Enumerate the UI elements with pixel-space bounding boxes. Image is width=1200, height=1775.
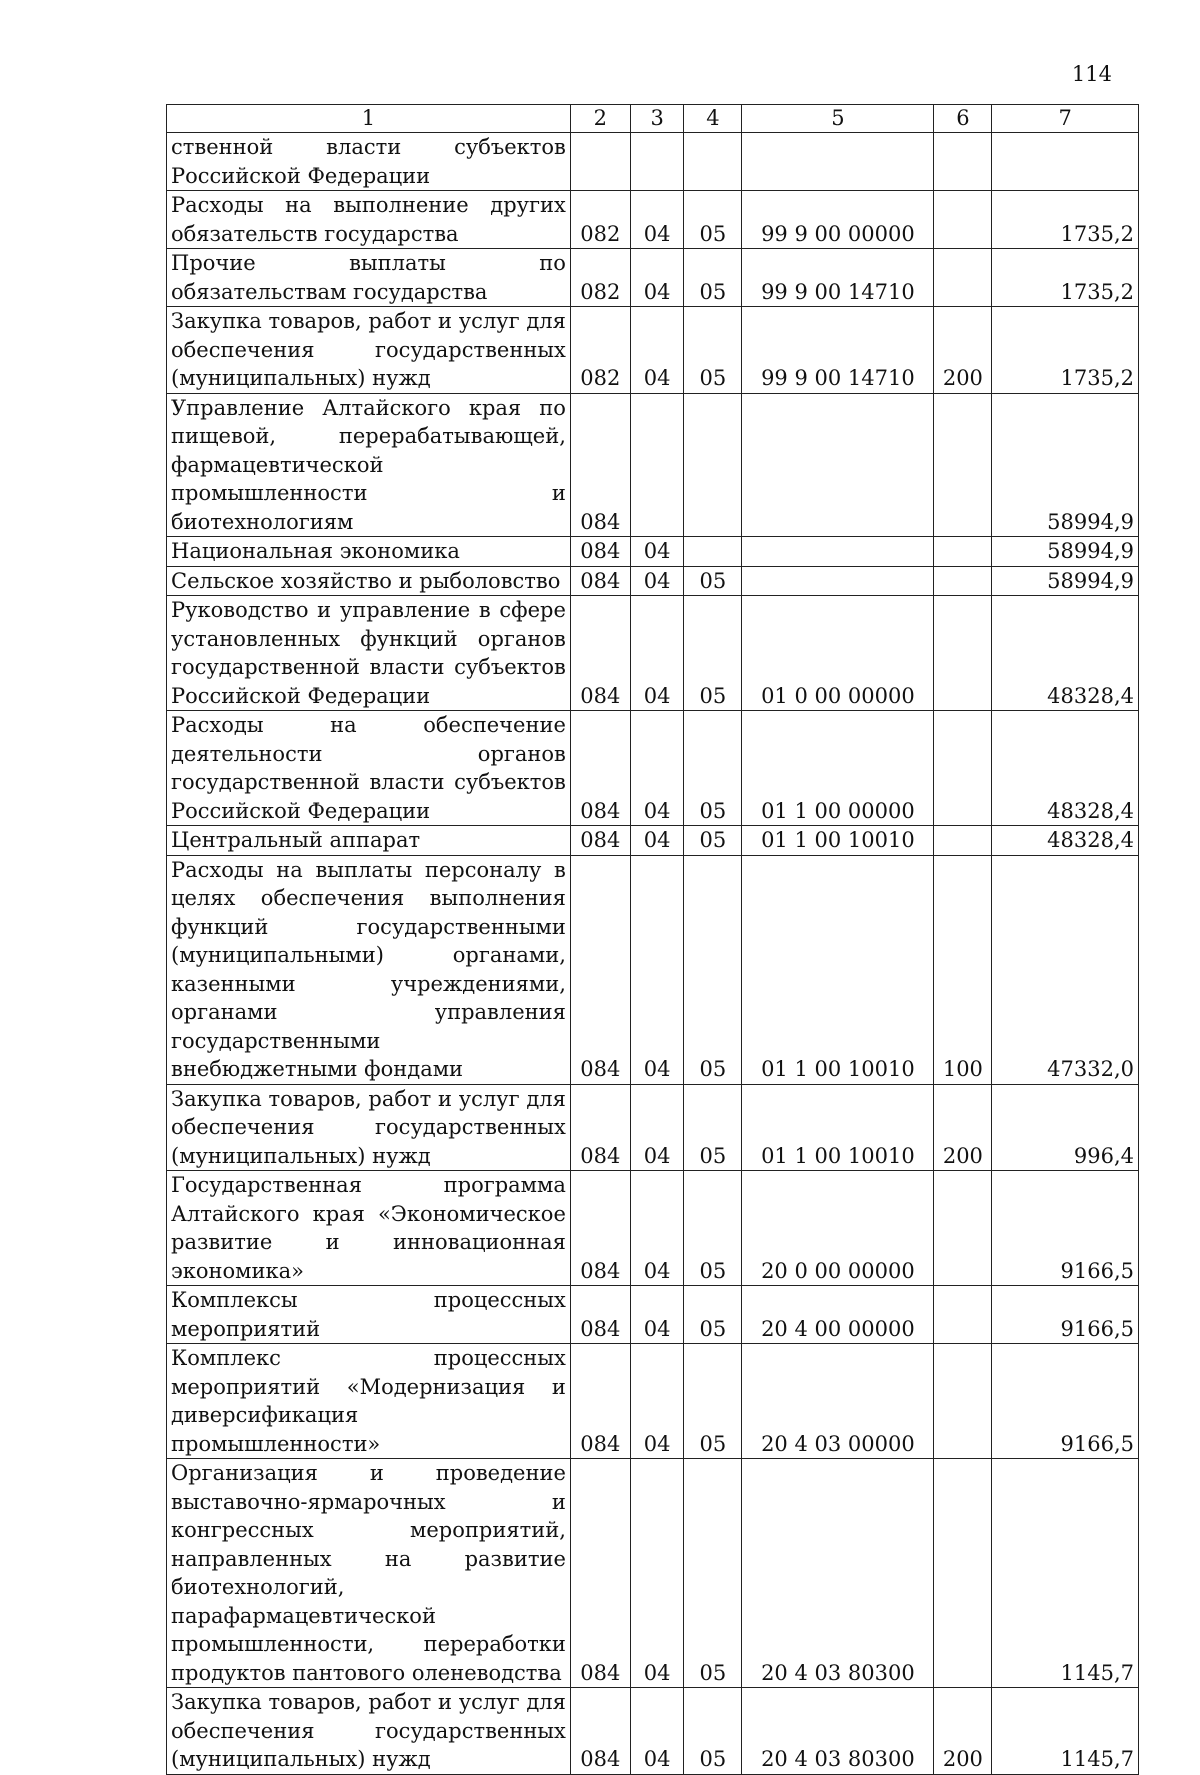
header-cell: 5: [742, 105, 934, 133]
target-article-cell: 01 0 00 00000: [742, 596, 934, 711]
expense-type-cell: [934, 826, 992, 856]
target-article-cell: 01 1 00 10010: [742, 826, 934, 856]
row-name-cell: Национальная экономика: [167, 537, 571, 567]
expense-type-cell: [934, 133, 992, 191]
department-code-cell: 084: [570, 393, 630, 537]
expense-type-cell: 100: [934, 855, 992, 1084]
section-code-cell: 04: [630, 1459, 684, 1688]
expense-type-cell: 200: [934, 1084, 992, 1171]
amount-cell: 1145,7: [992, 1459, 1139, 1688]
row-name-cell: Расходы на выполнение других обязательств государства: [167, 191, 571, 249]
target-article-cell: 20 0 00 00000: [742, 1171, 934, 1286]
row-name-cell: Прочие выплаты по обязательствам государства: [167, 249, 571, 307]
table-row: [167, 537, 1139, 567]
expense-type-cell: [934, 566, 992, 596]
department-code-cell: 084: [570, 855, 630, 1084]
row-name-cell: Управление Алтайского края по пищевой, перерабатывающей, фармацевтической промышленности и биотехнологиям: [167, 393, 571, 537]
department-code-cell: 084: [570, 1286, 630, 1344]
expense-type-cell: 200: [934, 1688, 992, 1775]
target-article-cell: 01 1 00 10010: [742, 1084, 934, 1171]
page-number: 114: [1071, 62, 1112, 86]
department-code-cell: 084: [570, 596, 630, 711]
table-row: [167, 1171, 1139, 1286]
expense-type-cell: [934, 596, 992, 711]
subsection-code-cell: 05: [684, 1344, 742, 1459]
header-cell: 1: [167, 105, 571, 133]
department-code-cell: 084: [570, 566, 630, 596]
target-article-cell: 20 4 03 00000: [742, 1344, 934, 1459]
table-row: [167, 1688, 1139, 1775]
header-cell: 4: [684, 105, 742, 133]
section-code-cell: 04: [630, 826, 684, 856]
row-name-cell: Расходы на выплаты персоналу в целях обеспечения выполнения функций государственными (муниципальными) органами, казенными учреждениями, органами управления государственными внебюджетными фондами: [167, 855, 571, 1084]
section-code-cell: 04: [630, 1171, 684, 1286]
table-row: [167, 1459, 1139, 1688]
expense-type-cell: [934, 1344, 992, 1459]
expense-type-cell: [934, 249, 992, 307]
amount-cell: 58994,9: [992, 566, 1139, 596]
expense-type-cell: [934, 537, 992, 567]
subsection-code-cell: 05: [684, 566, 742, 596]
amount-cell: 48328,4: [992, 596, 1139, 711]
table-row: [167, 1286, 1139, 1344]
row-name-cell: Руководство и управление в сфере установленных функций органов государственной власти субъектов Российской Федерации: [167, 596, 571, 711]
row-name-cell: Сельское хозяйство и рыболовство: [167, 566, 571, 596]
section-code-cell: 04: [630, 855, 684, 1084]
table-row: [167, 133, 1139, 191]
amount-cell: 48328,4: [992, 711, 1139, 826]
target-article-cell: 99 9 00 14710: [742, 307, 934, 394]
row-name-cell: Комплекс процессных мероприятий «Модернизация и диверсификация промышленности»: [167, 1344, 571, 1459]
table-row: [167, 596, 1139, 711]
subsection-code-cell: 05: [684, 855, 742, 1084]
section-code-cell: 04: [630, 596, 684, 711]
department-code-cell: 084: [570, 1459, 630, 1688]
department-code-cell: 082: [570, 249, 630, 307]
department-code-cell: 084: [570, 1688, 630, 1775]
subsection-code-cell: [684, 537, 742, 567]
department-code-cell: 084: [570, 711, 630, 826]
department-code-cell: 084: [570, 1171, 630, 1286]
subsection-code-cell: 05: [684, 249, 742, 307]
subsection-code-cell: [684, 133, 742, 191]
amount-cell: 58994,9: [992, 537, 1139, 567]
target-article-cell: 20 4 03 80300: [742, 1459, 934, 1688]
section-code-cell: 04: [630, 537, 684, 567]
amount-cell: 58994,9: [992, 393, 1139, 537]
section-code-cell: 04: [630, 1688, 684, 1775]
table-row: [167, 191, 1139, 249]
section-code-cell: 04: [630, 191, 684, 249]
row-name-cell: Организация и проведение выставочно-ярмарочных и конгрессных мероприятий, направленных на развитие биотехнологий, парафармацевтической промышленности, переработки продуктов пантового оленеводства: [167, 1459, 571, 1688]
department-code-cell: 084: [570, 826, 630, 856]
target-article-cell: 20 4 03 80300: [742, 1688, 934, 1775]
department-code-cell: 082: [570, 307, 630, 394]
amount-cell: 9166,5: [992, 1344, 1139, 1459]
header-cell: 2: [570, 105, 630, 133]
target-article-cell: 01 1 00 10010: [742, 855, 934, 1084]
amount-cell: 1735,2: [992, 191, 1139, 249]
expense-type-cell: [934, 191, 992, 249]
subsection-code-cell: 05: [684, 1459, 742, 1688]
row-name-cell: Закупка товаров, работ и услуг для обеспечения государственных (муниципальных) нужд: [167, 307, 571, 394]
subsection-code-cell: [684, 393, 742, 537]
department-code-cell: [570, 133, 630, 191]
header-cell: 7: [992, 105, 1139, 133]
table-row: [167, 393, 1139, 537]
target-article-cell: 01 1 00 00000: [742, 711, 934, 826]
target-article-cell: [742, 133, 934, 191]
amount-cell: 47332,0: [992, 855, 1139, 1084]
subsection-code-cell: 05: [684, 1286, 742, 1344]
subsection-code-cell: 05: [684, 711, 742, 826]
table-row: [167, 855, 1139, 1084]
department-code-cell: 082: [570, 191, 630, 249]
target-article-cell: [742, 537, 934, 567]
section-code-cell: 04: [630, 566, 684, 596]
subsection-code-cell: 05: [684, 1171, 742, 1286]
amount-cell: 48328,4: [992, 826, 1139, 856]
table-row: [167, 1084, 1139, 1171]
department-code-cell: 084: [570, 1344, 630, 1459]
section-code-cell: [630, 393, 684, 537]
section-code-cell: 04: [630, 1344, 684, 1459]
section-code-cell: 04: [630, 711, 684, 826]
subsection-code-cell: 05: [684, 1084, 742, 1171]
expense-type-cell: [934, 1171, 992, 1286]
department-code-cell: 084: [570, 1084, 630, 1171]
expense-type-cell: [934, 393, 992, 537]
expense-type-cell: 200: [934, 307, 992, 394]
subsection-code-cell: 05: [684, 596, 742, 711]
section-code-cell: [630, 133, 684, 191]
expense-type-cell: [934, 711, 992, 826]
subsection-code-cell: 05: [684, 307, 742, 394]
section-code-cell: 04: [630, 1286, 684, 1344]
subsection-code-cell: 05: [684, 826, 742, 856]
amount-cell: 996,4: [992, 1084, 1139, 1171]
amount-cell: 1735,2: [992, 307, 1139, 394]
table-row: [167, 826, 1139, 856]
amount-cell: 9166,5: [992, 1286, 1139, 1344]
expense-type-cell: [934, 1459, 992, 1688]
target-article-cell: 99 9 00 00000: [742, 191, 934, 249]
row-name-cell: ственной власти субъектов Российской Федерации: [167, 133, 571, 191]
table-row: [167, 566, 1139, 596]
subsection-code-cell: 05: [684, 1688, 742, 1775]
header-cell: 3: [630, 105, 684, 133]
row-name-cell: Комплексы процессных мероприятий: [167, 1286, 571, 1344]
row-name-cell: Государственная программа Алтайского края «Экономическое развитие и инновационная экономика»: [167, 1171, 571, 1286]
target-article-cell: [742, 566, 934, 596]
row-name-cell: Закупка товаров, работ и услуг для обеспечения государственных (муниципальных) нужд: [167, 1688, 571, 1775]
amount-cell: 1735,2: [992, 249, 1139, 307]
target-article-cell: 20 4 00 00000: [742, 1286, 934, 1344]
subsection-code-cell: 05: [684, 191, 742, 249]
table-row: [167, 249, 1139, 307]
target-article-cell: 99 9 00 14710: [742, 249, 934, 307]
row-name-cell: Расходы на обеспечение деятельности органов государственной власти субъектов Российской Федерации: [167, 711, 571, 826]
amount-cell: 9166,5: [992, 1171, 1139, 1286]
header-cell: 6: [934, 105, 992, 133]
amount-cell: 1145,7: [992, 1688, 1139, 1775]
budget-table: [166, 104, 1139, 1775]
section-code-cell: 04: [630, 1084, 684, 1171]
expense-type-cell: [934, 1286, 992, 1344]
table-row: [167, 711, 1139, 826]
amount-cell: [992, 133, 1139, 191]
section-code-cell: 04: [630, 249, 684, 307]
table-row: [167, 307, 1139, 394]
row-name-cell: Центральный аппарат: [167, 826, 571, 856]
department-code-cell: 084: [570, 537, 630, 567]
section-code-cell: 04: [630, 307, 684, 394]
header-row: [167, 105, 1139, 133]
table-row: [167, 1344, 1139, 1459]
target-article-cell: [742, 393, 934, 537]
row-name-cell: Закупка товаров, работ и услуг для обеспечения государственных (муниципальных) нужд: [167, 1084, 571, 1171]
